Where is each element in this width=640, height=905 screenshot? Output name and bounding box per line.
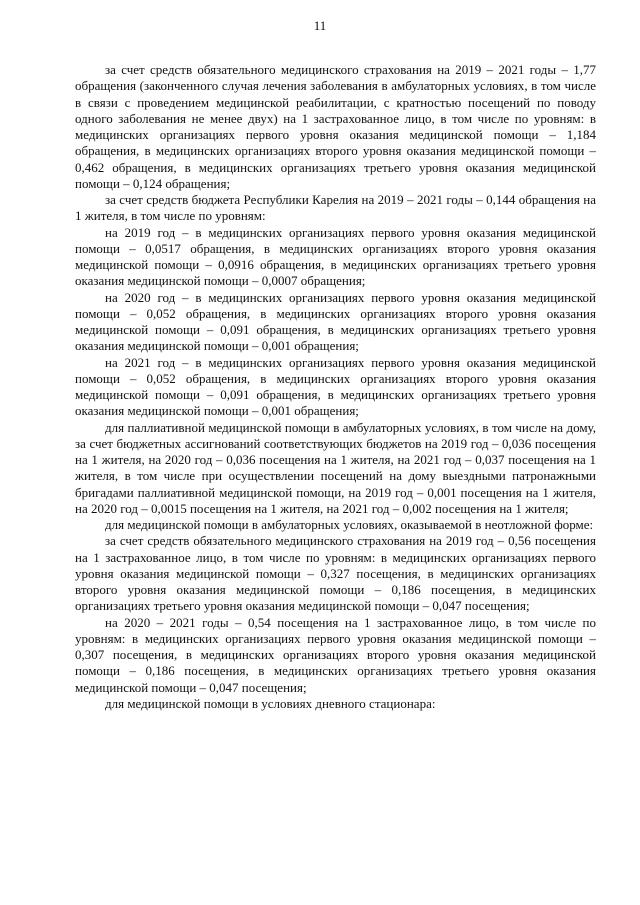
paragraph-day-hospital-heading: для медицинской помощи в условиях дневного стационара: (105, 695, 436, 711)
paragraph-urgent-care-2019: за счет средств обязательного медицинского страхования на 2019 год – 0,56 посещения на 1 застрахованное лицо, в том числе по уровням: в медицинских организациях первого уровня оказания медицинской помощи – 0,327 посещения, в медицинских организациях второго уровня оказания медицинской помощи – 0,186 посещения, в медицинских организациях третьего уровня оказания медицинской помощи – 0,047 посещения; (75, 533, 596, 614)
paragraph-2019-levels: на 2019 год – в медицинских организациях первого уровня оказания медицинской помощи – 0,0517 обращения, в медицинских организациях второго уровня оказания медицинской помощи – 0,0916 обращения, в медицинских организациях третьего уровня оказания медицинской помощи – 0,0007 обращения; (75, 224, 596, 289)
paragraph-2020-levels: на 2020 год – в медицинских организациях первого уровня оказания медицинской помощи – 0,052 обращения, в медицинских организациях второго уровня оказания медицинской помощи – 0,091 обращения, в медицинских организациях третьего уровня оказания медицинской помощи – 0,001 обращения; (75, 289, 596, 354)
paragraph-budget-karelia-appeals: за счет средств бюджета Республики Карелия на 2019 – 2021 годы – 0,144 обращения на 1 жителя, в том числе по уровням: (75, 192, 596, 224)
paragraph-urgent-care-heading: для медицинской помощи в амбулаторных условиях, оказываемой в неотложной форме: (105, 517, 594, 532)
paragraph-palliative-care: для паллиативной медицинской помощи в амбулаторных условиях, в том числе на дому, за счет бюджетных ассигнований соответствующих бюджетов на 2019 год – 0,036 посещения на 1 жителя, на 2020 год – 0,036 посещения на 1 жителя, на 2021 год – 0,037 посещения на 1 жителя, в том числе при осуществлении посещений на дому выездными патронажными бригадами паллиативной медицинской помощи, на 2019 год – 0,001 посещения на 1 жителя, на 2020 год – 0,0015 посещения на 1 жителя, на 2021 год – 0,002 посещения на 1 жителя; (75, 419, 596, 516)
paragraph-oms-2019-2021-appeals: за счет средств обязательного медицинского страхования на 2019 – 2021 годы – 1,77 обращения (законченного случая лечения заболевания в амбулаторных условиях, в том числе в связи с проведением медицинской реабилитации, с кратностью посещений по поводу одного заболевания не менее двух) на 1 застрахованное лицо, в том числе по уровням: в медицинских организациях первого уровня оказания медицинской помощи – 1,184 обращения, в медицинских организациях второго уровня оказания медицинской помощи – 0,462 обращения, в медицинских организациях третьего уровня оказания медицинской помощи – 0,124 обращения; (75, 62, 596, 191)
body-text (75, 62, 596, 712)
paragraph-2021-levels: на 2021 год – в медицинских организациях первого уровня оказания медицинской помощи – 0,052 обращения, в медицинских организациях второго уровня оказания медицинской помощи – 0,091 обращения, в медицинских организациях третьего уровня оказания медицинской помощи – 0,001 обращения; (75, 354, 596, 419)
page-number: 11 (313, 18, 327, 33)
paragraph-urgent-care-2020-2021: на 2020 – 2021 годы – 0,54 посещения на 1 застрахованное лицо, в том числе по уровням: в медицинских организациях первого уровня оказания медицинской помощи – 0,307 посещения, в медицинских организациях второго уровня оказания медицинской помощи – 0,186 посещения, в медицинских организациях третьего уровня оказания медицинской помощи – 0,047 посещения; (75, 614, 596, 695)
